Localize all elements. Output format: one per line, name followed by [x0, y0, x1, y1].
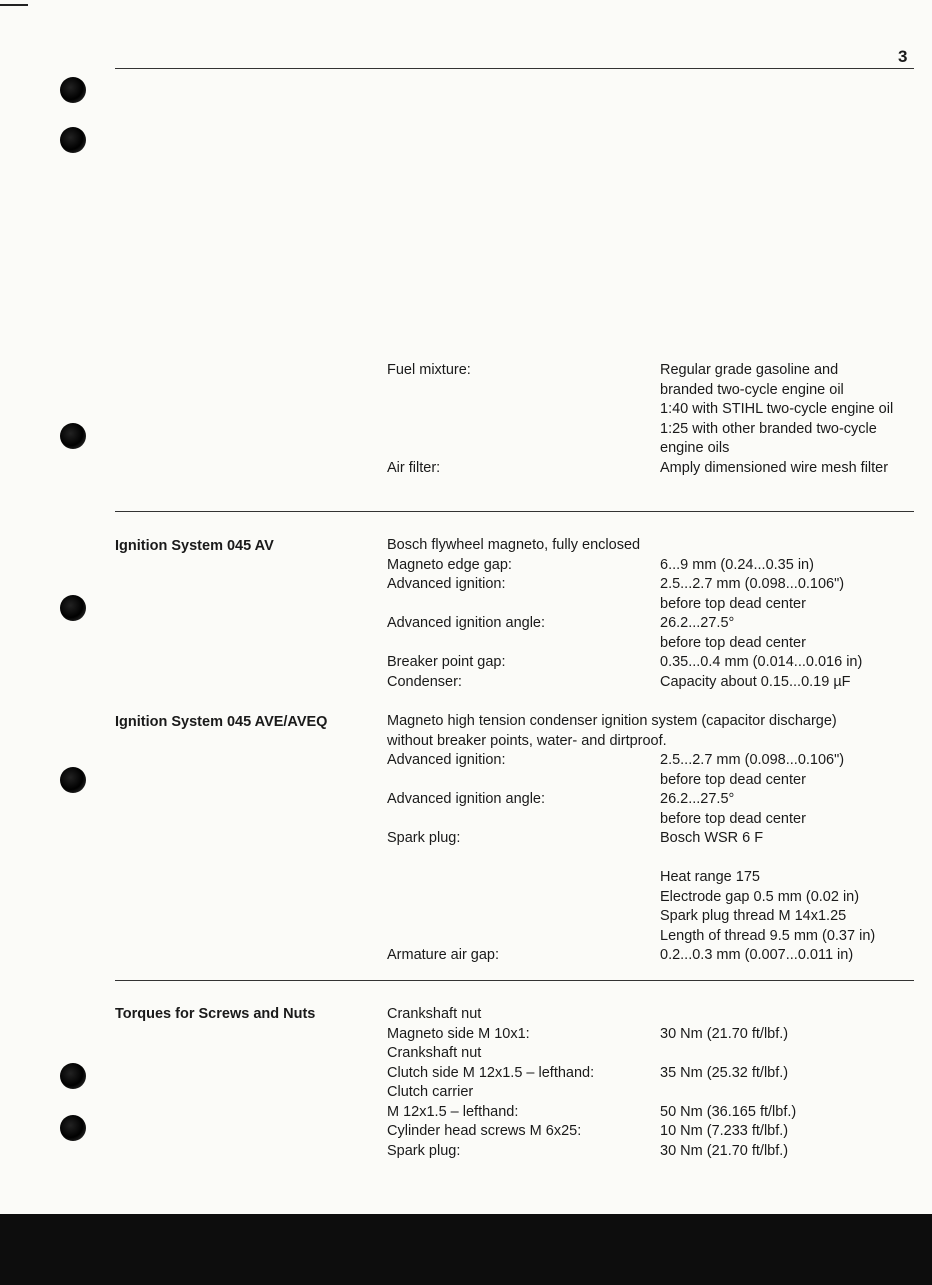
plug-detail: Spark plug thread M 14x1.25: [660, 908, 847, 924]
binder-hole: [60, 1063, 86, 1089]
binder-hole: [60, 1115, 86, 1141]
fuel-mixture-line: branded two-cycle engine oil: [660, 381, 844, 398]
torque-value: 30 Nm (21.70 ft/lbf.): [660, 1025, 789, 1042]
spec-label: Spark plug:: [387, 830, 461, 846]
spec-label: Advanced ignition:: [387, 752, 506, 768]
scan-corner-mark: [0, 4, 28, 6]
spec-value: before top dead center: [660, 595, 806, 612]
fuel-mixture-line: engine oils: [660, 440, 730, 456]
spec-value: before top dead center: [660, 810, 806, 827]
ignition-ave-intro-line: Magneto high tension condenser ignition system (capacitor discharge): [387, 713, 837, 729]
ignition-ave-heading: Ignition System 045 AVE/AVEQ: [115, 714, 328, 730]
spec-label: Advanced ignition angle:: [387, 615, 546, 631]
binder-hole: [60, 595, 86, 621]
fuel-mixture-line: 1:40 with STIHL two-cycle engine oil: [660, 401, 894, 417]
torques-heading: Torques for Screws and Nuts: [115, 1006, 316, 1022]
torque-value: 35 Nm (25.32 ft/lbf.): [660, 1064, 789, 1081]
spec-value: 26.2...27.5°: [660, 791, 735, 807]
armature-gap-value: 0.2...0.3 mm (0.007...0.011 in): [660, 947, 854, 963]
fuel-mixture-line: 1:25 with other branded two-cycle: [660, 420, 877, 437]
section-rule: [115, 511, 914, 512]
plug-detail: Length of thread 9.5 mm (0.37 in): [660, 927, 876, 944]
air-filter-value: Amply dimensioned wire mesh filter: [660, 459, 889, 476]
binder-hole: [60, 767, 86, 793]
torque-value: 10 Nm (7.233 ft/lbf.): [660, 1123, 789, 1139]
spec-value: Capacity about 0.15...0.19 µF: [660, 673, 851, 690]
torque-label: Crankshaft nut: [387, 1006, 482, 1022]
scan-footer-band: [0, 1214, 932, 1285]
ignition-ave-intro-line: without breaker points, water- and dirtproof.: [387, 732, 667, 749]
binder-hole: [60, 77, 86, 103]
spec-value: 2.5...2.7 mm (0.098...0.106"): [660, 576, 845, 592]
spec-value: 0.35...0.4 mm (0.014...0.016 in): [660, 654, 863, 670]
spec-label: Breaker point gap:: [387, 654, 506, 670]
torque-label: Clutch carrier: [387, 1084, 474, 1100]
spec-label: Advanced ignition angle:: [387, 791, 546, 807]
torque-label: Crankshaft nut: [387, 1045, 482, 1061]
armature-gap-label: Armature air gap:: [387, 947, 500, 963]
ignition-av-heading: Ignition System 045 AV: [115, 538, 274, 554]
torque-value: 30 Nm (21.70 ft/lbf.): [660, 1142, 789, 1159]
binder-hole: [60, 423, 86, 449]
torque-label: M 12x1.5 – lefthand:: [387, 1103, 519, 1120]
fuel-mixture-line: Regular grade gasoline and: [660, 362, 839, 378]
plug-detail: Heat range 175: [660, 869, 760, 885]
torque-label: Spark plug:: [387, 1142, 461, 1159]
fuel-mixture-label: Fuel mixture:: [387, 362, 471, 378]
spec-value: 2.5...2.7 mm (0.098...0.106"): [660, 752, 845, 768]
torque-label: Clutch side M 12x1.5 – lefthand:: [387, 1064, 595, 1081]
air-filter-label: Air filter:: [387, 459, 441, 476]
torque-label: Cylinder head screws M 6x25:: [387, 1123, 582, 1139]
spec-value: before top dead center: [660, 634, 806, 651]
ignition-av-intro: Bosch flywheel magneto, fully enclosed: [387, 537, 641, 553]
spec-value: before top dead center: [660, 771, 806, 788]
torque-label: Magneto side M 10x1:: [387, 1025, 530, 1042]
spec-value: 26.2...27.5°: [660, 615, 735, 631]
binder-hole: [60, 127, 86, 153]
spec-label: Advanced ignition:: [387, 576, 506, 592]
spec-value: 6...9 mm (0.24...0.35 in): [660, 556, 814, 573]
header-rule: [115, 68, 914, 69]
plug-detail: Electrode gap 0.5 mm (0.02 in): [660, 888, 860, 905]
section-rule: [115, 980, 914, 981]
spec-label: Condenser:: [387, 673, 462, 690]
page-number: 3: [898, 47, 908, 66]
spec-label: Magneto edge gap:: [387, 556, 512, 573]
spec-value: Bosch WSR 6 F: [660, 830, 764, 846]
torque-value: 50 Nm (36.165 ft/lbf.): [660, 1103, 797, 1120]
